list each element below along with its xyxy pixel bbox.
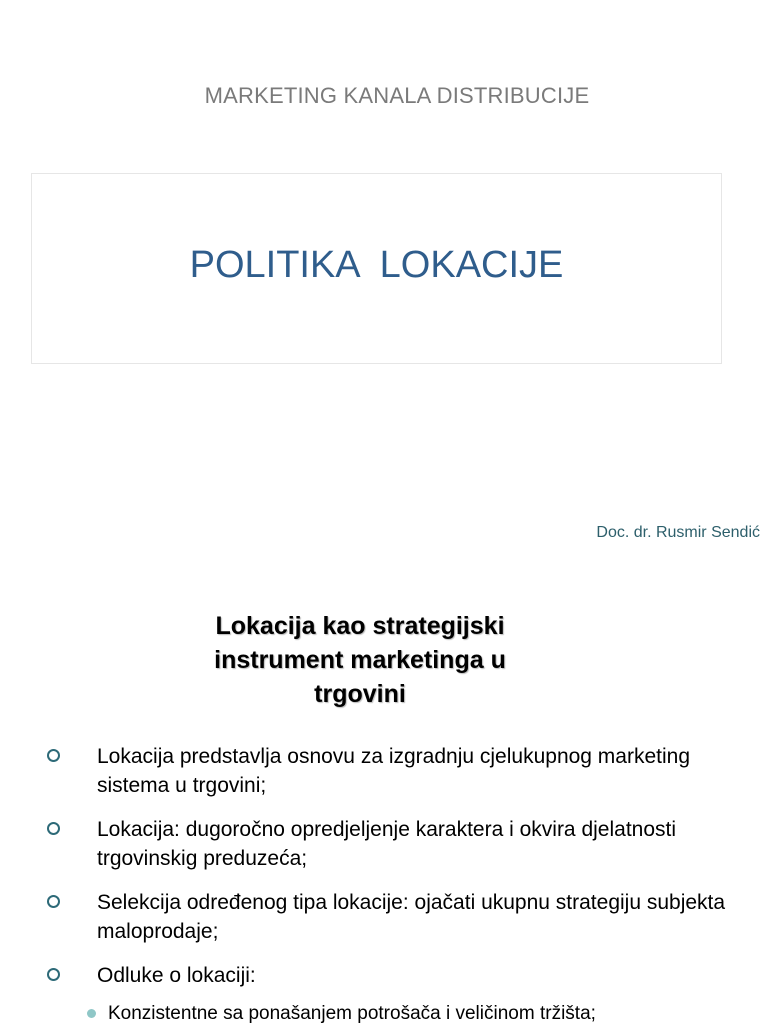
heading-line: instrument marketinga u xyxy=(214,646,506,674)
heading-line: trgovini xyxy=(314,680,406,708)
author-name: Doc. dr. Rusmir Sendić xyxy=(596,524,760,541)
bullet-text: Odluke o lokaciji: xyxy=(97,964,256,987)
course-title: MARKETING KANALA DISTRIBUCIJE xyxy=(204,83,590,108)
section-heading xyxy=(160,609,560,711)
bullet-text: Lokacija: dugoročno opredjeljenje karaktera i okvira djelatnosti trgovinskig preduzeća; xyxy=(97,818,677,870)
bullet-item xyxy=(0,961,768,990)
heading-line: Lokacija kao strategijski xyxy=(215,612,505,640)
ring-bullet-icon xyxy=(47,822,60,835)
bullet-text: Selekcija određenog tipa lokacije: ojačati ukupnu strategiju subjekta maloprodaje; xyxy=(97,891,726,943)
sub-bullet-text: Konzistentne sa ponašanjem potrošača i veličinom tržišta; xyxy=(108,1003,596,1024)
bullet-text: Lokacija predstavlja osnovu za izgradnju cjelukupnog marketing sistema u trgovini; xyxy=(97,745,691,797)
dot-bullet-icon xyxy=(87,1009,96,1018)
bullet-item xyxy=(0,888,768,946)
bullet-item xyxy=(0,742,768,800)
bullet-item xyxy=(0,815,768,873)
ring-bullet-icon xyxy=(47,749,60,762)
sub-bullet-item xyxy=(0,1000,768,1024)
ring-bullet-icon xyxy=(47,968,60,981)
ring-bullet-icon xyxy=(47,895,60,908)
slide-title: POLITIKA LOKACIJE xyxy=(189,244,564,286)
bullet-list xyxy=(0,742,768,1005)
